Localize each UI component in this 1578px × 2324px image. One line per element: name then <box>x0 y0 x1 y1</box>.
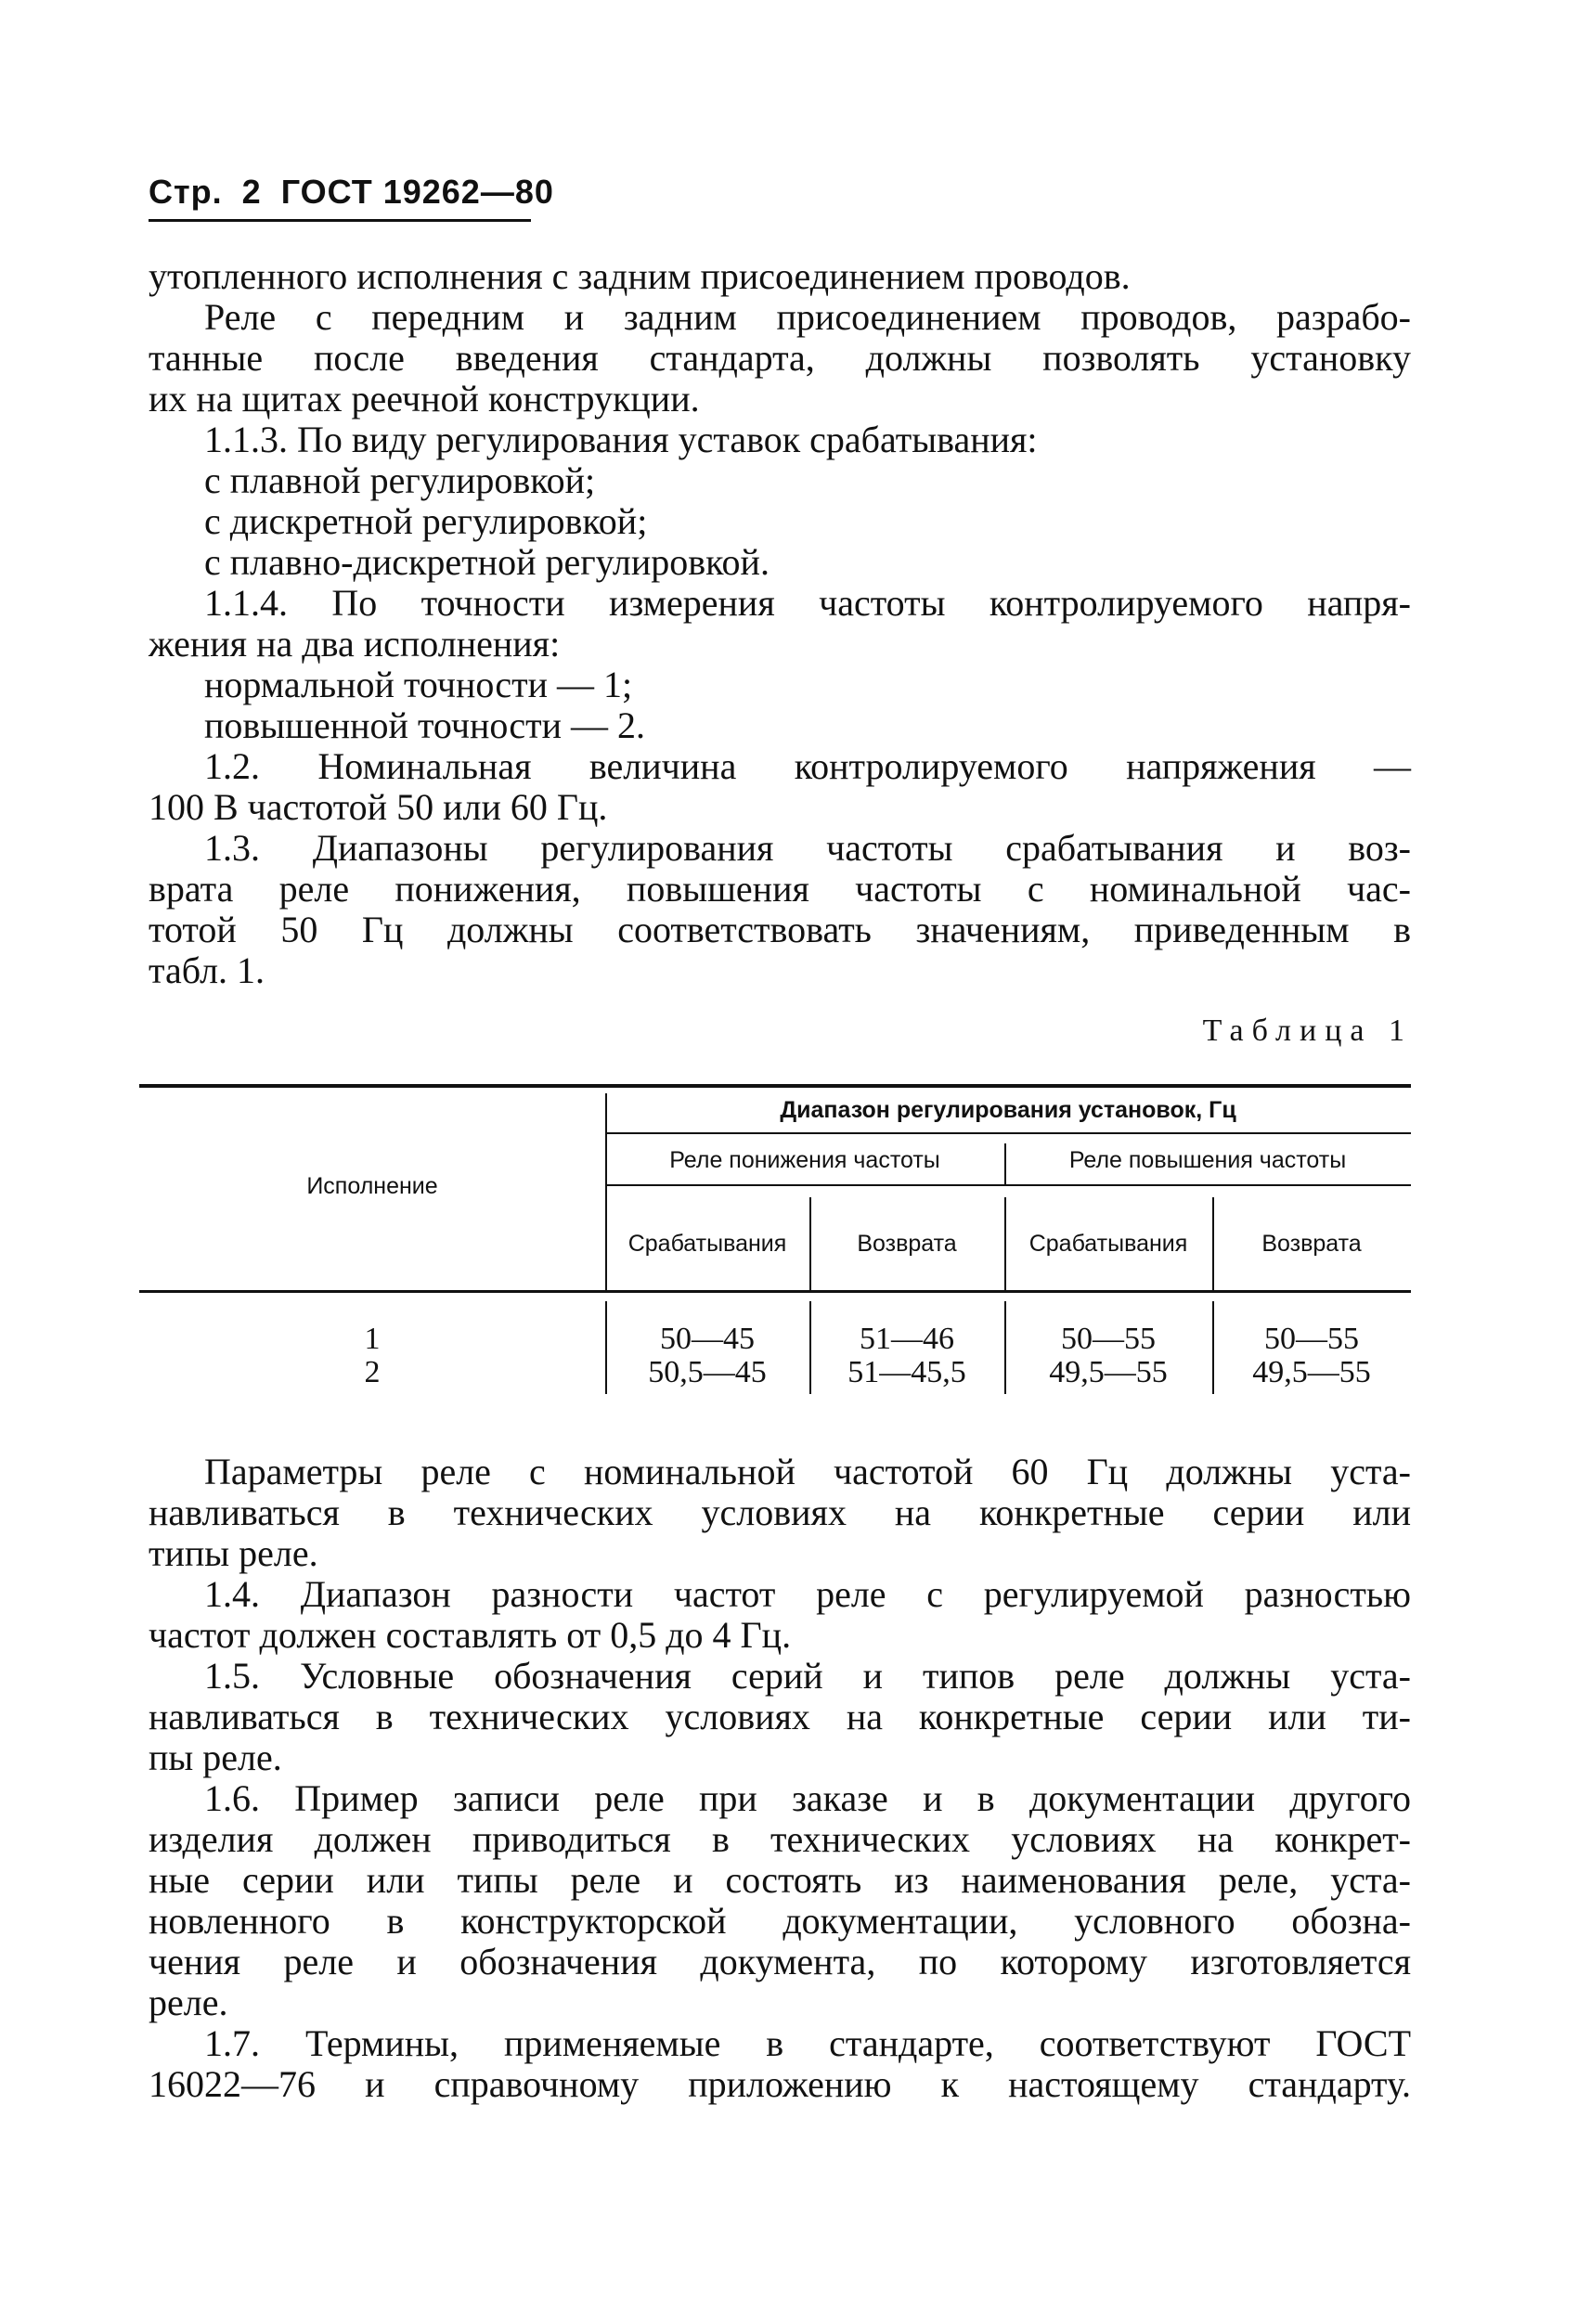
group-header: Диапазон регулирования установок, Гц <box>780 1097 1236 1123</box>
text-line: с плавно-дискретной регулировкой. <box>204 541 770 583</box>
table-cell-lower-trip: 50,5—45 <box>648 1355 767 1389</box>
table-top-rule <box>139 1084 1411 1088</box>
table-cell-execution: 2 <box>364 1355 381 1389</box>
text-line: 1.3. Диапазоны регулирования частоты срабатывания и воз- <box>204 827 1411 869</box>
table-cell-upper-trip: 49,5—55 <box>1049 1355 1168 1389</box>
text-line: врата реле понижения, повышения частоты с номинальной час- <box>149 868 1411 910</box>
table-cell-upper-trip: 50—55 <box>1061 1322 1156 1356</box>
frequency-table <box>139 1084 1411 1400</box>
text-line: их на щитах реечной конструкции. <box>149 378 700 420</box>
header-bottom-rule <box>139 1290 1411 1293</box>
col-header-lower-trip: Срабатывания <box>627 1231 787 1257</box>
text-line: 1.1.4. По точности измерения частоты контролируемого напря- <box>204 582 1411 624</box>
text-line: Параметры реле с номинальной частотой 60 Гц должны уста- <box>204 1451 1411 1492</box>
col-header-lower-return: Возврата <box>857 1231 957 1257</box>
text-line: жения на два исполнения: <box>149 623 561 665</box>
text-line: ные серии или типы реле и состоять из наименования реле, уста- <box>149 1859 1411 1901</box>
text-line: 1.4. Диапазон разности частот реле с регулируемой разностью <box>204 1573 1411 1615</box>
text-line: 1.2. Номинальная величина контролируемого напряжения — <box>204 745 1411 787</box>
text-line: типы реле. <box>149 1532 318 1574</box>
standard-number: ГОСТ 19262—80 <box>280 173 554 211</box>
table-cell-lower-trip: 50—45 <box>660 1322 755 1356</box>
table-cell-execution: 1 <box>364 1322 381 1356</box>
text-line: 1.1.3. По виду регулирования уставок срабатывания: <box>204 419 1038 460</box>
text-line: с дискретной регулировкой; <box>204 500 648 542</box>
text-line: 100 В частотой 50 или 60 Гц. <box>149 786 608 828</box>
text-line: 16022—76 и справочному приложению к настоящему стандарту. <box>149 2063 1411 2105</box>
table-caption: Таблица 1 <box>1202 1014 1413 1048</box>
text-line: 1.7. Термины, применяемые в стандарте, соответствуют ГОСТ <box>204 2022 1411 2064</box>
col-header-upper-return: Возврата <box>1261 1231 1362 1257</box>
page-label: Стр. <box>149 173 223 211</box>
text-line: Реле с передним и задним присоединением проводов, разрабо- <box>204 296 1411 338</box>
subheader-lower: Реле понижения частоты <box>669 1147 940 1173</box>
table-cell-lower-return: 51—46 <box>860 1322 954 1356</box>
body-text-bottom <box>149 1452 1411 2105</box>
page-header <box>149 173 554 222</box>
text-line: реле. <box>149 1982 228 2023</box>
text-line: пы реле. <box>149 1737 282 1778</box>
table-cell-lower-return: 51—45,5 <box>847 1355 966 1389</box>
table-cell-upper-return: 50—55 <box>1264 1322 1359 1356</box>
text-line: навливаться в технических условиях на конкретные серии или <box>149 1491 1411 1533</box>
subheader-upper: Реле повышения частоты <box>1068 1147 1347 1173</box>
text-line: изделия должен приводиться в технических условиях на конкрет- <box>149 1818 1411 1860</box>
subheader-rule <box>605 1184 1411 1186</box>
page-number: 2 <box>241 173 262 211</box>
table-cell-upper-return: 49,5—55 <box>1252 1355 1371 1389</box>
text-line: танные после введения стандарта, должны позволять установку <box>149 337 1411 379</box>
text-line: с плавной регулировкой; <box>204 459 596 501</box>
text-line: частот должен составлять от 0,5 до 4 Гц. <box>149 1614 792 1656</box>
text-line: навливаться в технических условиях на конкретные серии или ти- <box>149 1696 1411 1737</box>
text-line: чения реле и обозначения документа, по которому изготовляется <box>149 1941 1411 1982</box>
text-line: 1.6. Пример записи реле при заказе и в документации другого <box>204 1777 1411 1819</box>
text-line: повышенной точности — 2. <box>204 704 646 746</box>
text-line: тотой 50 Гц должны соответствовать значениям, приведенным в <box>149 909 1411 950</box>
text-line: нормальной точности — 1; <box>204 664 633 705</box>
text-line: табл. 1. <box>149 949 265 991</box>
group-header-rule <box>605 1132 1411 1134</box>
body-text-top <box>149 256 1411 991</box>
col-header-upper-trip: Срабатывания <box>1028 1231 1188 1257</box>
text-line: новленного в конструкторской документации, условного обозна- <box>149 1900 1411 1942</box>
text-line: 1.5. Условные обозначения серий и типов реле должны уста- <box>204 1655 1411 1697</box>
col-header-execution: Исполнение <box>306 1173 438 1199</box>
text-line: утопленного исполнения с задним присоединением проводов. <box>149 255 1131 297</box>
